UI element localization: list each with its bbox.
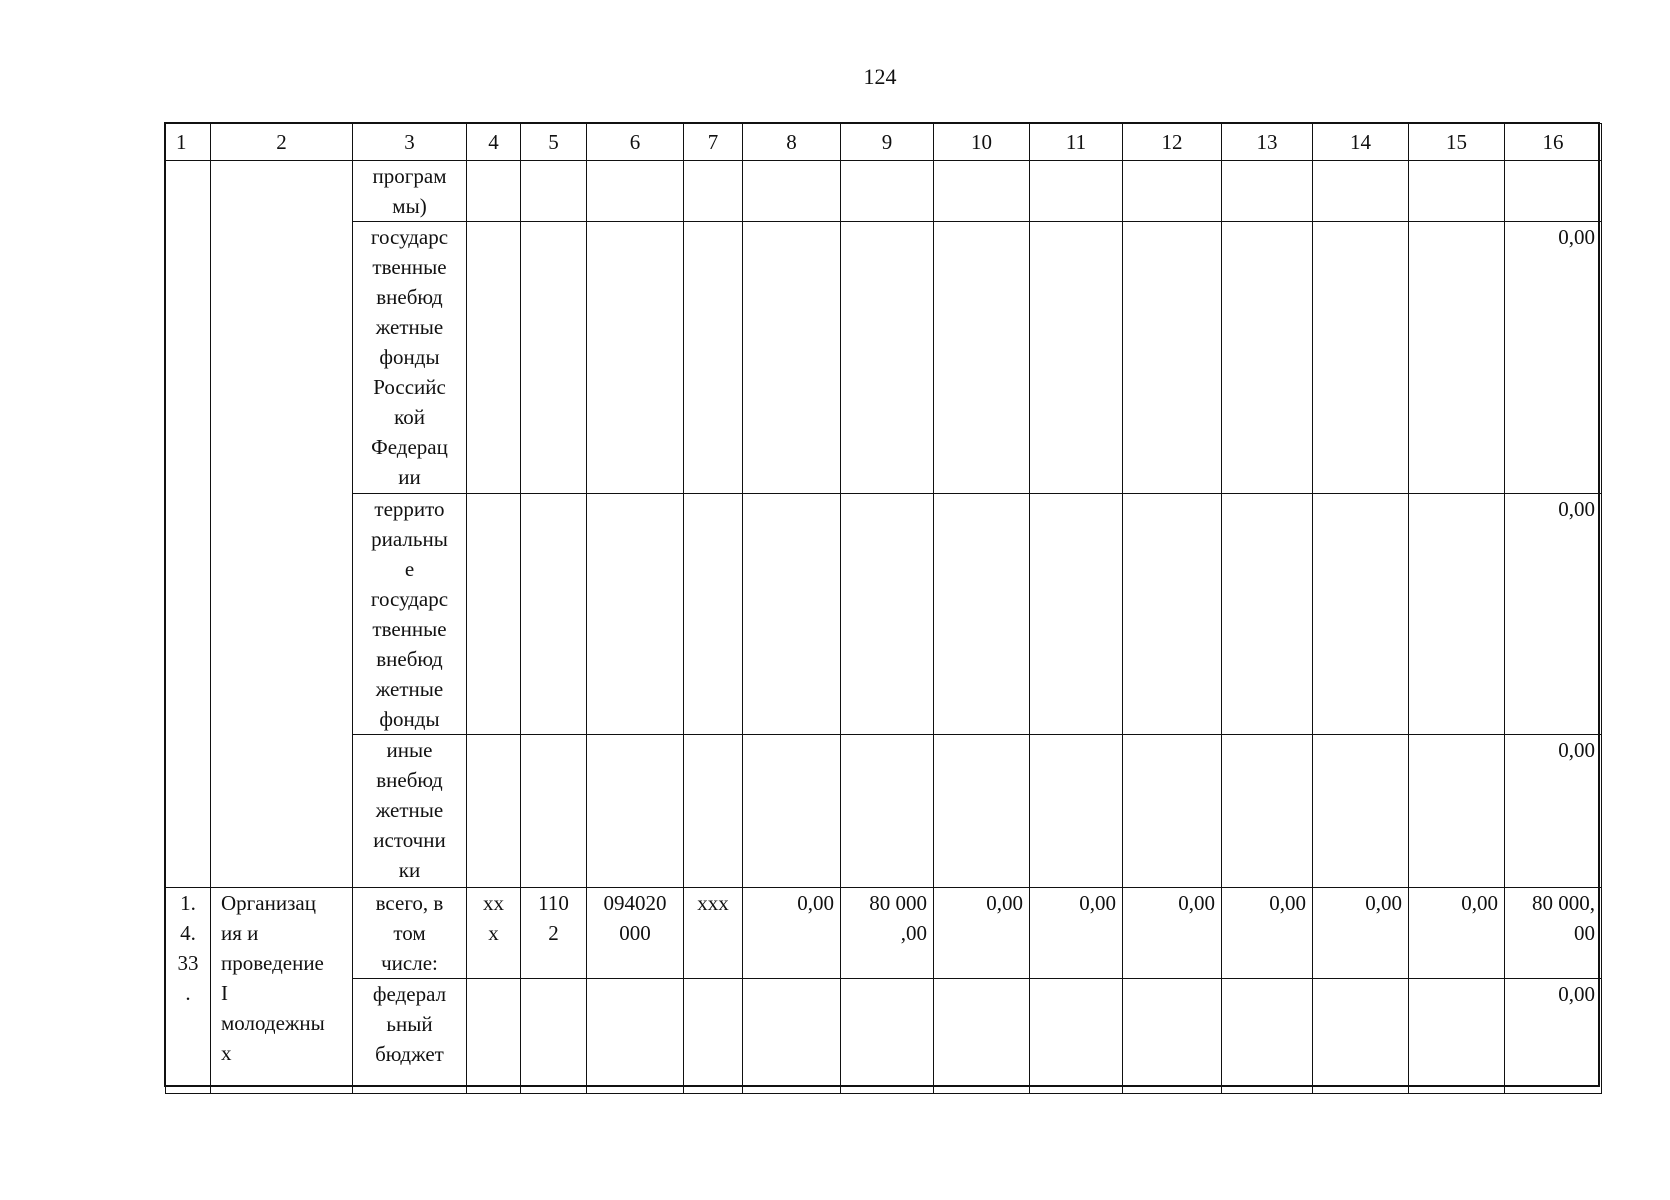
empty-cell bbox=[1123, 494, 1222, 735]
empty-cell bbox=[1409, 979, 1505, 1094]
source-label-cell: федерал ьный бюджет bbox=[353, 979, 467, 1094]
empty-cell bbox=[1222, 222, 1313, 494]
empty-cell bbox=[934, 735, 1030, 888]
empty-cell bbox=[467, 494, 521, 735]
empty-cell bbox=[1030, 494, 1123, 735]
empty-cell bbox=[934, 222, 1030, 494]
empty-cell bbox=[521, 735, 587, 888]
value-cell-14: 0,00 bbox=[1313, 888, 1409, 979]
empty-cell bbox=[1313, 222, 1409, 494]
header-cell-4: 4 bbox=[467, 124, 521, 161]
empty-cell bbox=[1313, 979, 1409, 1094]
source-label-cell: террито риальны е государс твенные внебюд жетные фонды bbox=[353, 494, 467, 735]
empty-cell bbox=[684, 735, 743, 888]
total-value-cell bbox=[1505, 161, 1602, 222]
table-row bbox=[166, 494, 1602, 735]
empty-cell bbox=[841, 494, 934, 735]
page-number: 124 bbox=[863, 64, 897, 89]
header-cell-11: 11 bbox=[1030, 124, 1123, 161]
value-cell-13: 0,00 bbox=[1222, 888, 1313, 979]
table-row bbox=[166, 888, 1602, 979]
header-cell-16: 16 bbox=[1505, 124, 1602, 161]
empty-cell bbox=[1030, 161, 1123, 222]
empty-cell bbox=[1222, 494, 1313, 735]
empty-cell bbox=[1222, 735, 1313, 888]
table-row bbox=[166, 161, 1602, 222]
total-value-cell: 0,00 bbox=[1505, 494, 1602, 735]
table-row bbox=[166, 979, 1602, 1094]
empty-cell bbox=[587, 222, 684, 494]
empty-cell bbox=[743, 161, 841, 222]
empty-cell bbox=[521, 161, 587, 222]
header-cell-9: 9 bbox=[841, 124, 934, 161]
header-cell-15: 15 bbox=[1409, 124, 1505, 161]
empty-cell bbox=[467, 161, 521, 222]
empty-cell bbox=[1222, 161, 1313, 222]
empty-cell bbox=[521, 979, 587, 1094]
table-row bbox=[166, 222, 1602, 494]
value-cell-10: 0,00 bbox=[934, 888, 1030, 979]
total-value-cell: 0,00 bbox=[1505, 979, 1602, 1094]
empty-cell bbox=[1030, 222, 1123, 494]
empty-cell bbox=[467, 735, 521, 888]
item-number-cell: 1. 4. 33 . bbox=[166, 888, 211, 1094]
empty-cell bbox=[684, 222, 743, 494]
header-cell-8: 8 bbox=[743, 124, 841, 161]
source-label-cell: всего, в том числе: bbox=[353, 888, 467, 979]
empty-cell bbox=[1123, 735, 1222, 888]
empty-cell bbox=[521, 222, 587, 494]
empty-cell bbox=[743, 222, 841, 494]
empty-cell bbox=[1313, 494, 1409, 735]
empty-cell bbox=[841, 222, 934, 494]
header-cell-1: 1 bbox=[166, 124, 211, 161]
empty-cell bbox=[1409, 735, 1505, 888]
header-cell-3: 3 bbox=[353, 124, 467, 161]
header-cell-5: 5 bbox=[521, 124, 587, 161]
header-cell-14: 14 bbox=[1313, 124, 1409, 161]
empty-cell bbox=[1409, 222, 1505, 494]
empty-cell bbox=[934, 979, 1030, 1094]
empty-cell bbox=[841, 979, 934, 1094]
budget-table bbox=[165, 123, 1602, 1094]
empty-cell bbox=[934, 161, 1030, 222]
value-cell-9: 80 000 ,00 bbox=[841, 888, 934, 979]
value-cell-15: 0,00 bbox=[1409, 888, 1505, 979]
empty-cell bbox=[467, 222, 521, 494]
empty-cell bbox=[1123, 161, 1222, 222]
total-value-cell: 80 000, 00 bbox=[1505, 888, 1602, 979]
empty-cell bbox=[1222, 979, 1313, 1094]
header-cell-2: 2 bbox=[211, 124, 353, 161]
empty-cell bbox=[934, 494, 1030, 735]
empty-cell bbox=[743, 494, 841, 735]
empty-cell bbox=[841, 161, 934, 222]
empty-cell bbox=[1313, 735, 1409, 888]
table-header-row bbox=[166, 124, 1602, 161]
value-cell-12: 0,00 bbox=[1123, 888, 1222, 979]
empty-cell bbox=[1409, 161, 1505, 222]
source-label-cell: иные внебюд жетные источни ки bbox=[353, 735, 467, 888]
value-cell-8: 0,00 bbox=[743, 888, 841, 979]
value-cell-11: 0,00 bbox=[1030, 888, 1123, 979]
empty-cell bbox=[1030, 979, 1123, 1094]
empty-cell bbox=[684, 979, 743, 1094]
total-value-cell: 0,00 bbox=[1505, 222, 1602, 494]
empty-cell bbox=[587, 979, 684, 1094]
block-a-col2-cell bbox=[211, 161, 353, 888]
code-cell-4: хх х bbox=[467, 888, 521, 979]
source-label-cell: государс твенные внебюд жетные фонды Российс кой Федерац ии bbox=[353, 222, 467, 494]
code-cell-7: ххх bbox=[684, 888, 743, 979]
header-cell-10: 10 bbox=[934, 124, 1030, 161]
header-cell-13: 13 bbox=[1222, 124, 1313, 161]
empty-cell bbox=[521, 494, 587, 735]
empty-cell bbox=[467, 979, 521, 1094]
source-label-cell: програм мы) bbox=[353, 161, 467, 222]
empty-cell bbox=[587, 494, 684, 735]
empty-cell bbox=[743, 735, 841, 888]
empty-cell bbox=[587, 161, 684, 222]
empty-cell bbox=[1409, 494, 1505, 735]
empty-cell bbox=[1313, 161, 1409, 222]
item-name-cell: Организац ия и проведение I молодежны х bbox=[211, 888, 353, 1094]
table-row bbox=[166, 735, 1602, 888]
empty-cell bbox=[684, 494, 743, 735]
code-cell-5: 110 2 bbox=[521, 888, 587, 979]
header-cell-12: 12 bbox=[1123, 124, 1222, 161]
header-cell-6: 6 bbox=[587, 124, 684, 161]
block-a-col1-cell bbox=[166, 161, 211, 888]
empty-cell bbox=[1123, 222, 1222, 494]
empty-cell bbox=[1030, 735, 1123, 888]
total-value-cell: 0,00 bbox=[1505, 735, 1602, 888]
header-cell-7: 7 bbox=[684, 124, 743, 161]
code-cell-6: 094020 000 bbox=[587, 888, 684, 979]
empty-cell bbox=[841, 735, 934, 888]
empty-cell bbox=[743, 979, 841, 1094]
empty-cell bbox=[1123, 979, 1222, 1094]
empty-cell bbox=[684, 161, 743, 222]
empty-cell bbox=[587, 735, 684, 888]
